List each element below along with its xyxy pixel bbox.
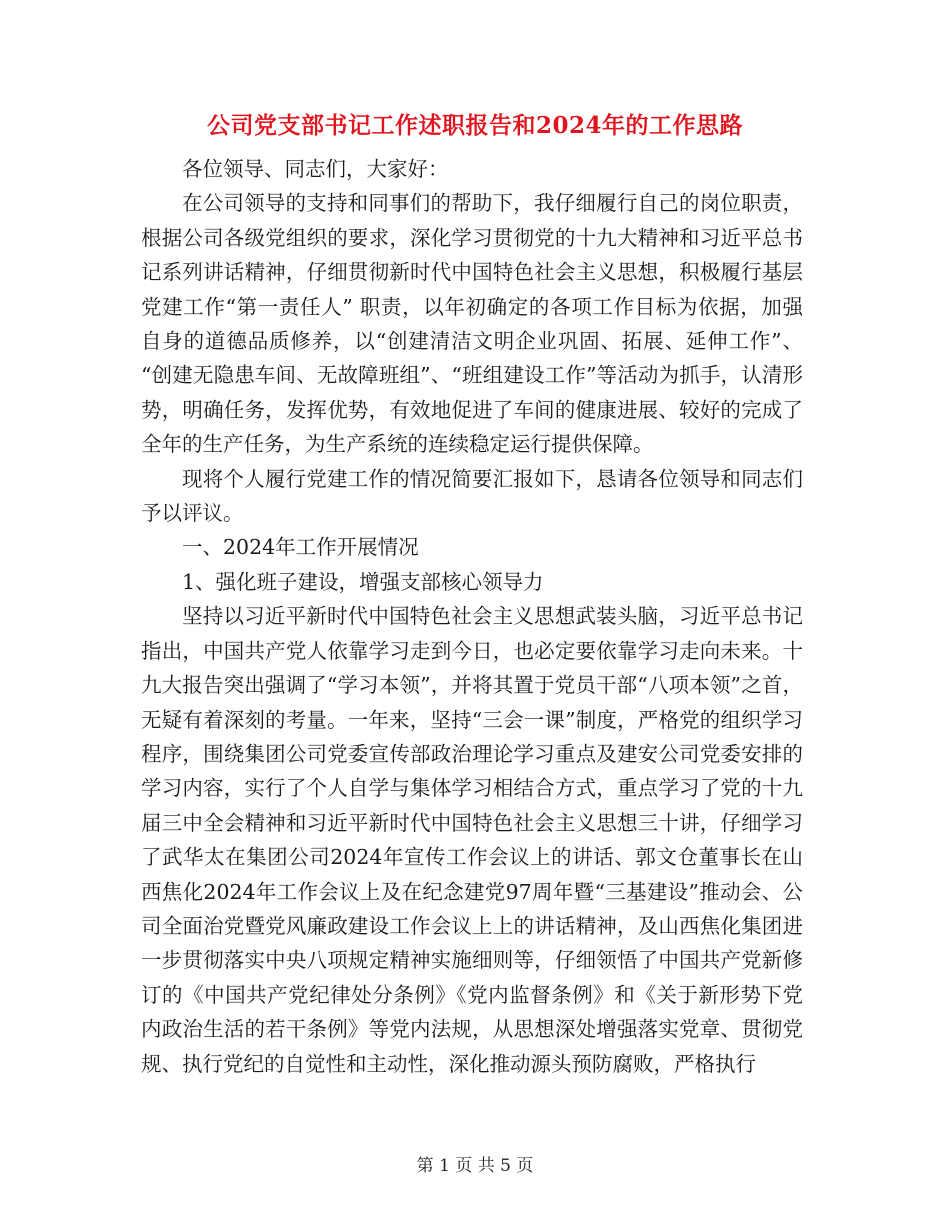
page-number-footer: 第 1 页 共 5 页 (416, 1156, 534, 1176)
section-heading-1: 一、2024年工作开展情况 (182, 535, 419, 560)
subsection-heading-1: 1、强化班子建设，增强支部核心领导力 (182, 569, 544, 594)
paragraph-report-request: 现将个人履行党建工作的情况简要汇报如下，恳请各位领导和同志们予以评议。 (141, 466, 803, 526)
document-body (141, 152, 803, 1081)
paragraph-greeting: 各位领导、同志们，大家好： (182, 157, 449, 181)
paragraph-intro: 在公司领导的支持和同事们的帮助下，我仔细履行自己的岗位职责，根据公司各级党组织的要求，深化学习贯彻党的十九大精神和习近平总书记系列讲话精神，仔细贯彻新时代中国特色社会主义思想，积极履行基层党建工作“第一责任人” 职责，以年初确定的各项工作目标为依据，加强自身的道德品质修养，以“创建清洁文明企业巩固、拓展、延伸工作”、 “创建无隐患车间、无故障班组”、“班组建设工作”等活动为抓手，认清形势，明确任务，发挥优势，有效地促进了车间的健康进展、较好的完成了全年的生产任务，为生产系统的连续稳定运行提供保障。 (141, 191, 803, 457)
document-title: 公司党支部书记工作述职报告和2024年的工作思路 (206, 112, 743, 139)
paragraph-study: 坚持以习近平新时代中国特色社会主义思想武装头脑，习近平总书记指出，中国共产党人依靠学习走到今日，也必定要依靠学习走向未来。十九大报告突出强调了“学习本领”，并将其置于党员干部“八项本领”之首，无疑有着深刻的考量。一年来，坚持“三会一课”制度，严格党的组织学习程序，围绕集团公司党委宣传部政治理论学习重点及建安公司党委安排的学习内容，实行了个人自学与集体学习相结合方式，重点学习了党的十九届三中全会精神和习近平新时代中国特色社会主义思想三十讲，仔细学习了武华太在集团公司2024年宣传工作会议上的讲话、郭文仓董事长在山西焦化2024年工作会议上及在纪念建党97周年暨“三基建设”推动会、公司全面治党暨党风廉政建设工作会议上上的讲话精神，及山西焦化集团进一步贯彻落实中央八项规定精神实施细则等，仔细领悟了中国共产党新修订的《中国共产党纪律处分条例》《党内监督条例》和《关于新形势下党内政治生活的若干条例》等党内法规，从思想深处增强落实党章、贯彻党规、执行党纪的自觉性和主动性，深化推动源头预防腐败，严格执行 (141, 604, 803, 1076)
